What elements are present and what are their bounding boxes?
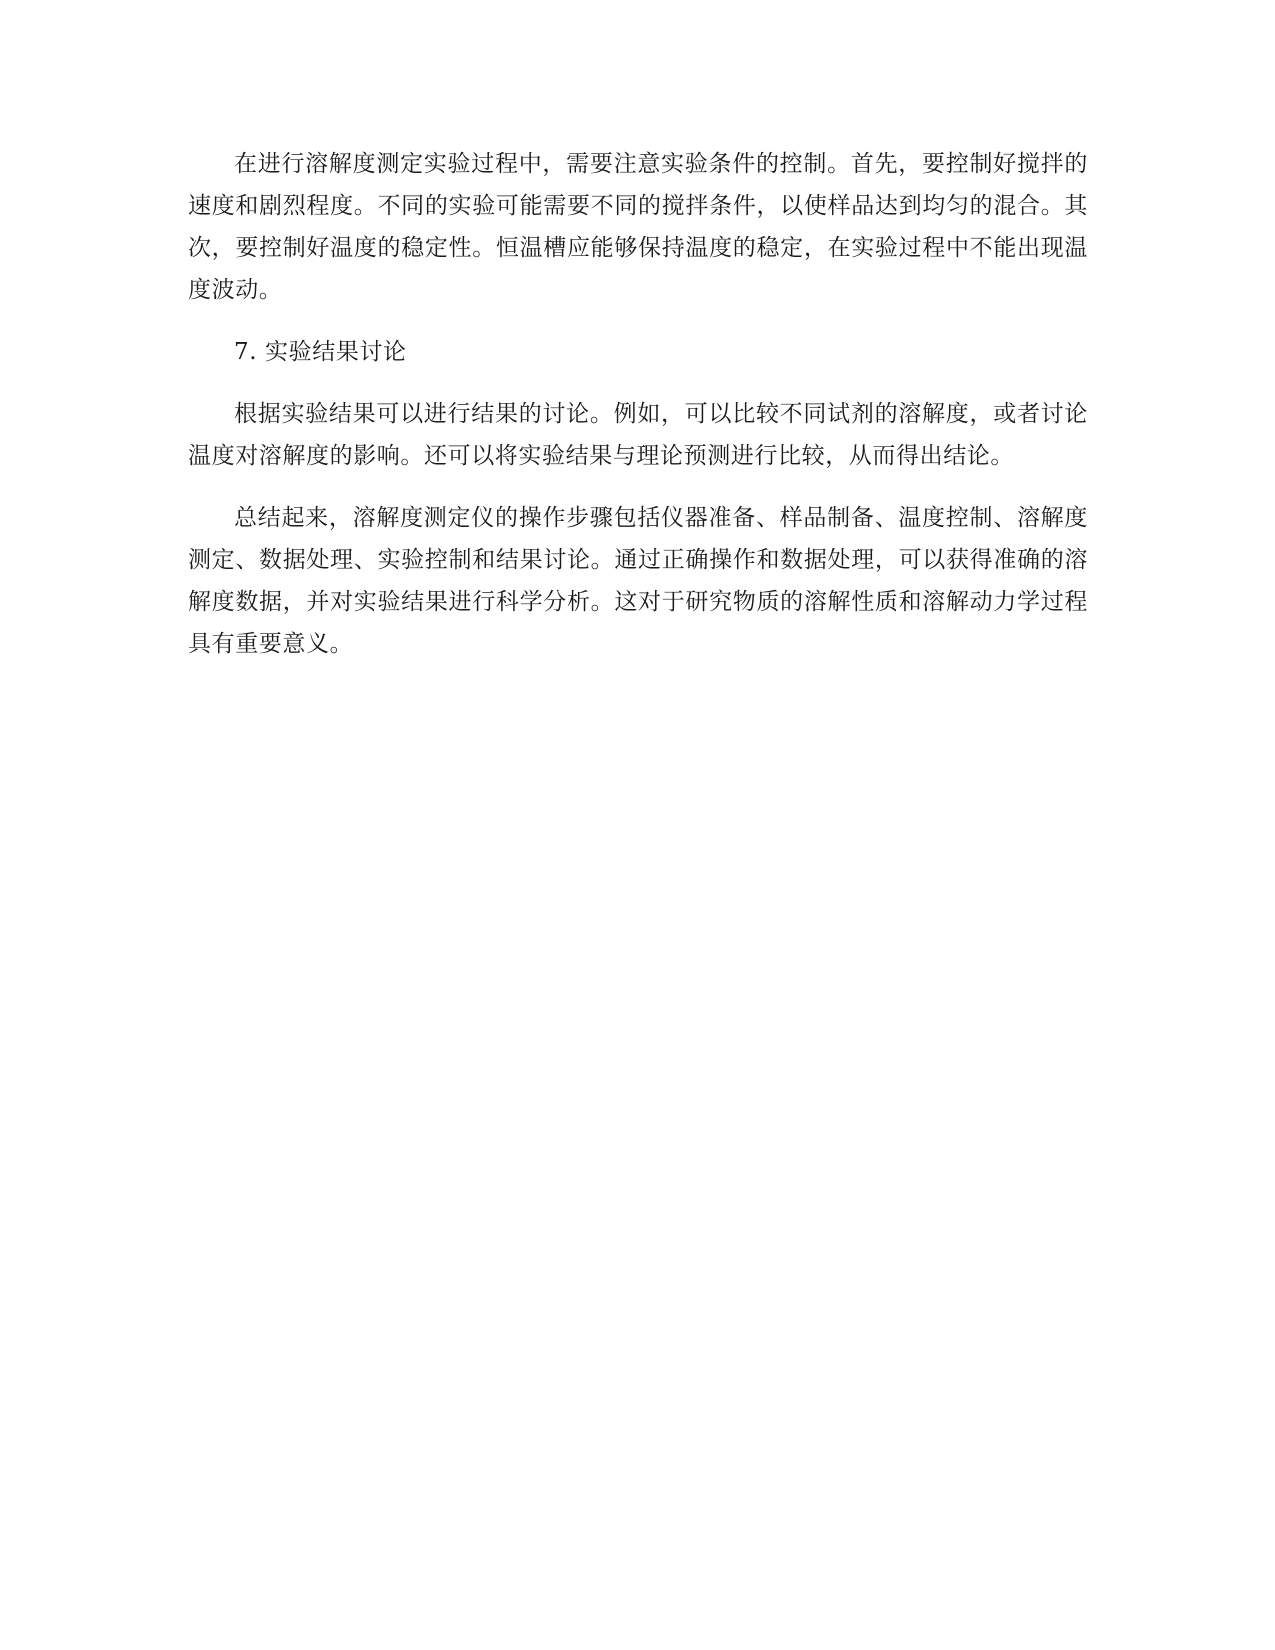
- paragraph-experiment-conditions: 在进行溶解度测定实验过程中，需要注意实验条件的控制。首先，要控制好搅拌的速度和剧烈程度。不同的实验可能需要不同的搅拌条件，以使样品达到均匀的混合。其次，要控制好温度的稳定性。恒温槽应能够保持温度的稳定，在实验过程中不能出现温度波动。: [188, 151, 1088, 303]
- document-body: [188, 143, 1088, 665]
- section-heading-results-discussion: 7. 实验结果讨论: [234, 339, 407, 365]
- paragraph-summary: 总结起来，溶解度测定仪的操作步骤包括仪器准备、样品制备、温度控制、溶解度测定、数据处理、实验控制和结果讨论。通过正确操作和数据处理，可以获得准确的溶解度数据，并对实验结果进行科学分析。这对于研究物质的溶解性质和溶解动力学过程具有重要意义。: [188, 505, 1088, 657]
- paragraph-results-discussion: 根据实验结果可以进行结果的讨论。例如，可以比较不同试剂的溶解度，或者讨论温度对溶解度的影响。还可以将实验结果与理论预测进行比较，从而得出结论。: [188, 401, 1088, 469]
